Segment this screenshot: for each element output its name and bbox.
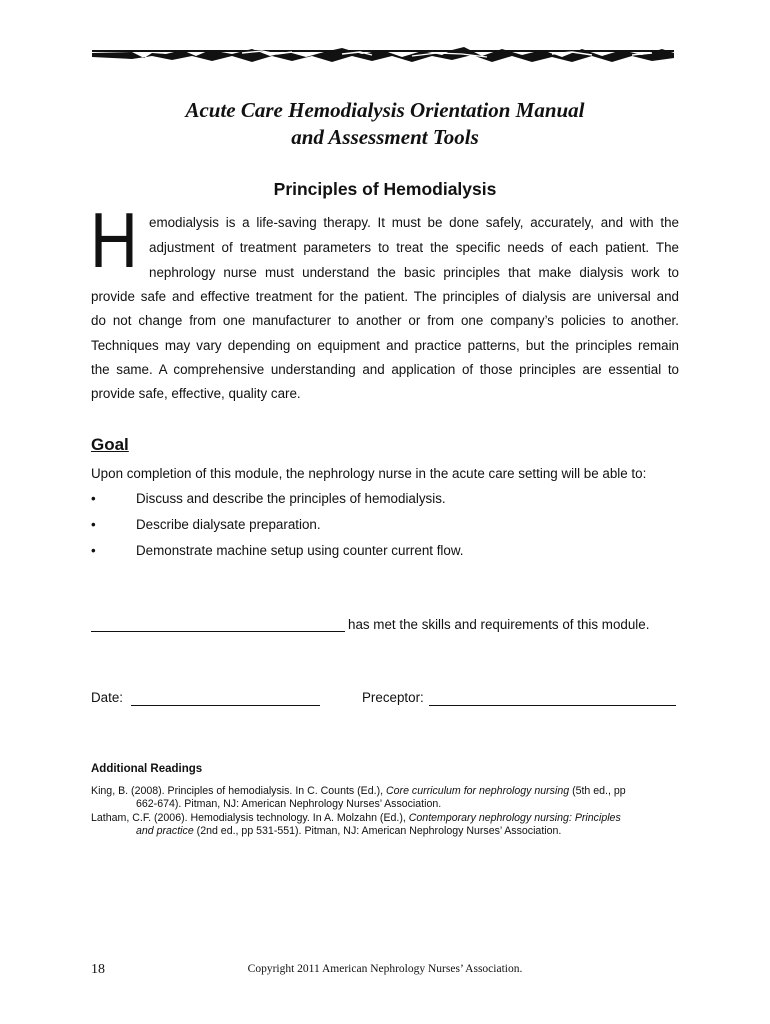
paragraph-line: Techniques may vary depending on equipment and practice patterns, but the principles remain [91, 338, 679, 353]
date-label: Date: [91, 690, 124, 705]
met-requirements-text: has met the skills and requirements of this module. [348, 617, 650, 632]
reference-title: Core curriculum for nephrology nursing [386, 785, 570, 797]
paragraph-line: emodialysis is a life-saving therapy. It must be done safely, accurately, and with the [149, 215, 679, 230]
reference-title: Contemporary nephrology nursing: Principles [408, 812, 621, 824]
reference-text: (2nd ed., pp 531-551). Pitman, NJ: American Nephrology Nurses’ Association. [193, 825, 562, 837]
paragraph-line: the same. A comprehensive understanding and application of those principles are essential to [91, 362, 679, 377]
reference-line [91, 785, 626, 798]
goal-intro: Upon completion of this module, the nephrology nurse in the acute care setting will be able to: [91, 466, 647, 481]
goal-heading: Goal [91, 435, 129, 454]
preceptor-label: Preceptor: [362, 690, 424, 705]
goal-item: Describe dialysate preparation. [136, 517, 321, 532]
reference-text: King, B. (2008). Principles of hemodialysis. In C. Counts (Ed.), [91, 785, 386, 797]
reference-title: and practice [136, 825, 194, 837]
bullet-icon: • [91, 543, 96, 558]
drop-cap: H [90, 196, 138, 284]
decorative-banner-icon [92, 44, 674, 66]
paragraph-line: provide safe and effective treatment for the patient. The principles of dialysis are universal and [91, 289, 679, 304]
reference-text: 662-674). Pitman, NJ: American Nephrology Nurses’ Association. [136, 798, 442, 810]
paragraph-line: nephrology nurse must understand the basic principles that make dialysis work to [149, 265, 679, 280]
page-number: 18 [91, 962, 105, 977]
document-title-line2: and Assessment Tools [291, 125, 479, 149]
bullet-icon: • [91, 517, 96, 532]
section-title: Principles of Hemodialysis [273, 179, 497, 199]
nurse-name-field[interactable] [91, 631, 345, 632]
preceptor-field[interactable] [429, 705, 676, 706]
reference-line [91, 812, 621, 825]
paragraph-line: provide safe, effective, quality care. [91, 386, 301, 401]
goal-item: Demonstrate machine setup using counter current flow. [136, 543, 464, 558]
reference-text: (5th ed., pp [569, 785, 626, 797]
copyright: Copyright 2011 American Nephrology Nurses’ Association. [247, 963, 523, 975]
reference-line [136, 825, 561, 838]
readings-heading: Additional Readings [91, 763, 203, 775]
goal-item: Discuss and describe the principles of hemodialysis. [136, 491, 446, 506]
reference-line [136, 798, 441, 811]
paragraph-line: adjustment of treatment parameters to treat the specific needs of each patient. The [149, 240, 679, 255]
paragraph-line: do not change from one manufacturer to another or from one company’s policies to another. [91, 313, 679, 328]
date-field[interactable] [131, 705, 320, 706]
bullet-icon: • [91, 491, 96, 506]
reference-text: Latham, C.F. (2006). Hemodialysis technology. In A. Molzahn (Ed.), [91, 812, 409, 824]
document-title-line1: Acute Care Hemodialysis Orientation Manual [185, 98, 585, 122]
